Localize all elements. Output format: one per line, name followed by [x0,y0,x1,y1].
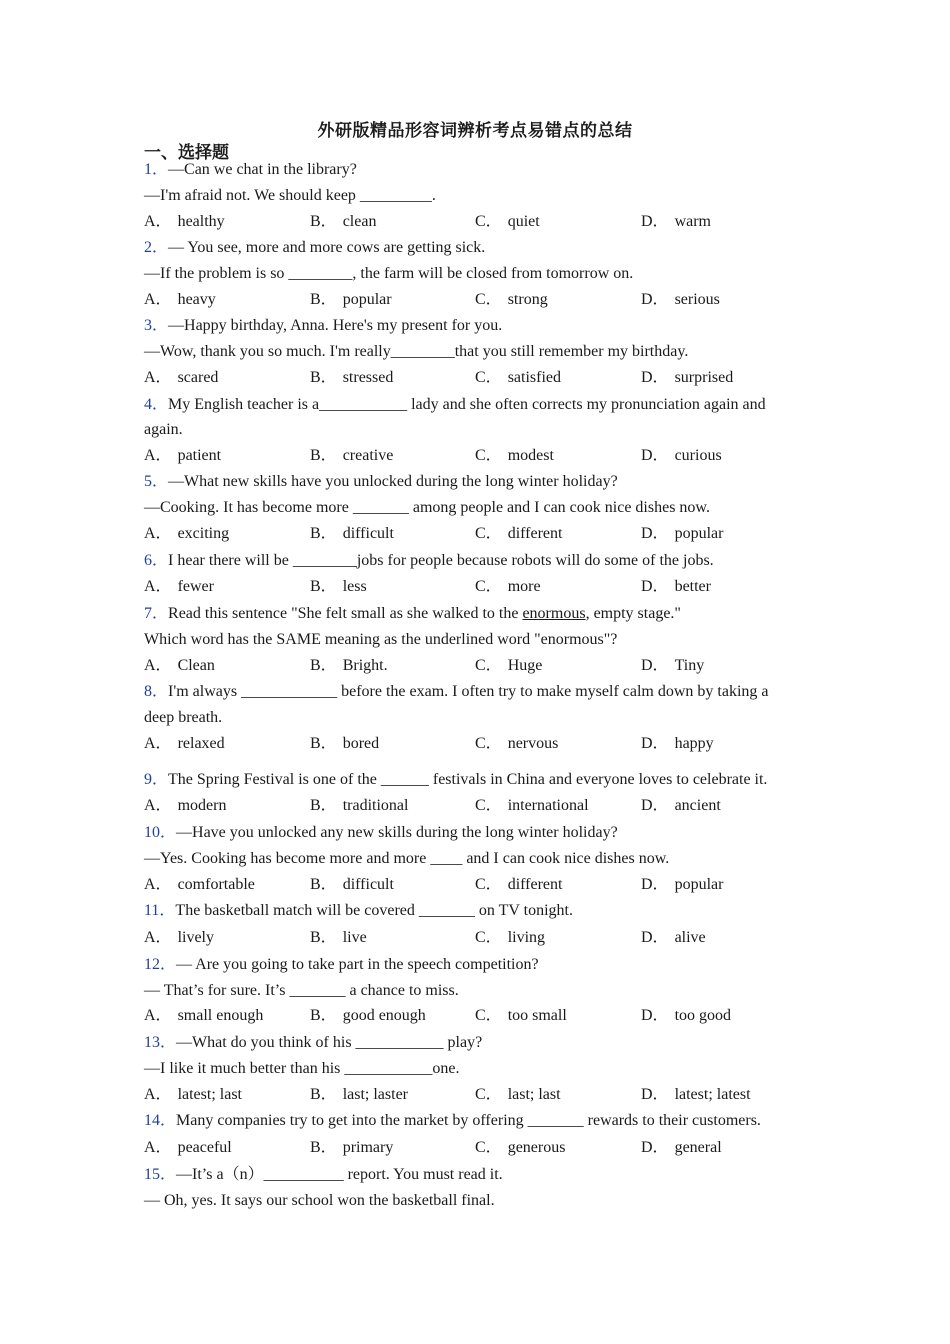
question-stem: Many companies try to get into the market by offering _______ rewards to their customers. [176,1112,761,1129]
option-a[interactable]: A． modern [144,797,227,814]
options-row [144,577,824,597]
option-b[interactable]: B． stressed [310,369,394,386]
option-a[interactable]: A． healthy [144,213,225,230]
option-b[interactable]: B． bored [310,735,380,752]
question-number: 13． [144,1034,177,1051]
question-stem: The Spring Festival is one of the ______ festivals in China and everyone loves to celebrate it. [168,771,768,788]
question-line: —I'm afraid not. We should keep _________. [144,187,436,204]
question-number: 7． [144,605,169,622]
option-c[interactable]: C． more [475,578,541,595]
options-row [144,1138,824,1158]
option-c[interactable]: C． satisfied [475,369,562,386]
question-5 [144,472,804,492]
option-c[interactable]: C． nervous [475,735,559,752]
question-9 [144,770,804,790]
question-number: 3． [144,317,169,334]
question-stem: —Can we chat in the library? [168,161,357,178]
question-number: 10． [144,824,177,841]
question-stem: —What new skills have you unlocked during the long winter holiday? [168,473,618,490]
question-stem: I'm always ____________ before the exam. I often try to make myself calm down by taking a [168,683,769,700]
option-b[interactable]: B． difficult [310,525,394,542]
option-b[interactable]: B． primary [310,1139,394,1156]
question-line: — Oh, yes. It says our school won the basketball final. [144,1192,495,1209]
option-d[interactable]: D． curious [641,447,722,464]
option-d[interactable]: D． surprised [641,369,734,386]
option-d[interactable]: D． serious [641,291,720,308]
question-stem: —It’s a（n）__________ report. You must read it. [176,1166,503,1183]
question-line: —Wow, thank you so much. I'm really________that you still remember my birthday. [144,343,689,360]
option-c[interactable]: C． modest [475,447,554,464]
options-row [144,368,824,388]
options-row [144,928,824,948]
question-number: 14． [144,1112,177,1129]
question-number: 1． [144,161,169,178]
option-b[interactable]: B． Bright. [310,657,388,674]
options-row [144,656,824,676]
options-row [144,212,824,232]
option-b[interactable]: B． less [310,578,367,595]
question-line: Which word has the SAME meaning as the underlined word "enormous"? [144,631,618,648]
question-line: deep breath. [144,709,223,726]
options-row [144,1085,824,1105]
option-d[interactable]: D． alive [641,929,706,946]
option-d[interactable]: D． latest; latest [641,1086,751,1103]
option-a[interactable]: A． heavy [144,291,216,308]
question-line: again. [144,421,183,438]
question-stem: —Have you unlocked any new skills during the long winter holiday? [176,824,618,841]
question-3 [144,316,804,336]
option-a[interactable]: A． exciting [144,525,230,542]
question-14 [144,1111,804,1131]
option-b[interactable]: B． traditional [310,797,409,814]
question-number: 8． [144,683,169,700]
options-row [144,734,824,754]
option-c[interactable]: C． different [475,525,563,542]
question-1 [144,160,804,180]
options-row [144,524,824,544]
option-c[interactable]: C． last; last [475,1086,561,1103]
question-number: 11． [144,902,176,919]
question-6 [144,551,804,571]
options-row [144,796,824,816]
question-stem: My English teacher is a___________ lady and she often corrects my pronunciation again and [168,396,766,413]
option-a[interactable]: A． fewer [144,578,214,595]
option-a[interactable]: A． relaxed [144,735,225,752]
options-row [144,1006,824,1026]
question-stem: — You see, more and more cows are getting sick. [168,239,486,256]
option-c[interactable]: C． living [475,929,546,946]
option-b[interactable]: B． popular [310,291,392,308]
question-number: 5． [144,473,169,490]
question-stem-end: , empty stage." [585,605,681,622]
option-d[interactable]: D． better [641,578,711,595]
question-line: —Cooking. It has become more _______ among people and I can cook nice dishes now. [144,499,710,516]
option-b[interactable]: B． clean [310,213,377,230]
option-c[interactable]: C． too small [475,1007,567,1024]
option-b[interactable]: B． good enough [310,1007,426,1024]
underlined-word: enormous [522,605,586,622]
question-4 [144,395,804,415]
question-2 [144,238,804,258]
option-a[interactable]: A． small enough [144,1007,264,1024]
option-a[interactable]: A． lively [144,929,214,946]
question-stem: The basketball match will be covered _______ on TV tonight. [175,902,573,919]
question-11 [144,901,804,921]
option-d[interactable]: D． warm [641,213,711,230]
options-row [144,875,824,895]
question-10 [144,823,804,843]
option-a[interactable]: A． latest; last [144,1086,242,1103]
option-d[interactable]: D． popular [641,525,724,542]
question-stem: —Happy birthday, Anna. Here's my present for you. [168,317,503,334]
option-a[interactable]: A． Clean [144,657,215,674]
question-12 [144,955,804,975]
option-d[interactable]: D． Tiny [641,657,705,674]
question-13 [144,1033,804,1053]
option-a[interactable]: A． patient [144,447,222,464]
option-a[interactable]: A． scared [144,369,219,386]
question-stem: —What do you think of his ___________ play? [176,1034,483,1051]
question-15 [144,1165,804,1185]
option-b[interactable]: B． difficult [310,876,394,893]
option-d[interactable]: D． too good [641,1007,732,1024]
question-7 [144,604,804,624]
question-line: — That’s for sure. It’s _______ a chance to miss. [144,982,459,999]
option-b[interactable]: B． creative [310,447,394,464]
option-a[interactable]: A． peaceful [144,1139,232,1156]
option-c[interactable]: C． different [475,876,563,893]
section-heading: 一、选择题 [144,143,229,163]
question-number: 6． [144,552,169,569]
question-number: 9． [144,771,169,788]
question-number: 2． [144,239,169,256]
question-stem: — Are you going to take part in the speech competition? [176,956,539,973]
options-row [144,446,824,466]
question-8 [144,682,804,702]
question-stem: Read this sentence "She felt small as she walked to the [168,605,523,622]
option-c[interactable]: C． international [475,797,589,814]
page-title: 外研版精品形容词辨析考点易错点的总结 [317,121,633,141]
question-line: —Yes. Cooking has become more and more ____ and I can cook nice dishes now. [144,850,670,867]
option-b[interactable]: B． live [310,929,367,946]
option-d[interactable]: D． ancient [641,797,721,814]
option-c[interactable]: C． quiet [475,213,540,230]
question-number: 12． [144,956,177,973]
option-c[interactable]: C． strong [475,291,548,308]
option-d[interactable]: D． popular [641,876,724,893]
question-line: —If the problem is so ________, the farm will be closed from tomorrow on. [144,265,634,282]
option-b[interactable]: B． last; laster [310,1086,408,1103]
option-d[interactable]: D． general [641,1139,722,1156]
option-c[interactable]: C． Huge [475,657,543,674]
option-c[interactable]: C． generous [475,1139,566,1156]
option-a[interactable]: A． comfortable [144,876,255,893]
question-number: 4． [144,396,169,413]
options-row [144,290,824,310]
option-d[interactable]: D． happy [641,735,714,752]
question-number: 15． [144,1166,177,1183]
question-line: —I like it much better than his ___________one. [144,1060,460,1077]
question-stem: I hear there will be ________jobs for people because robots will do some of the jobs. [168,552,714,569]
